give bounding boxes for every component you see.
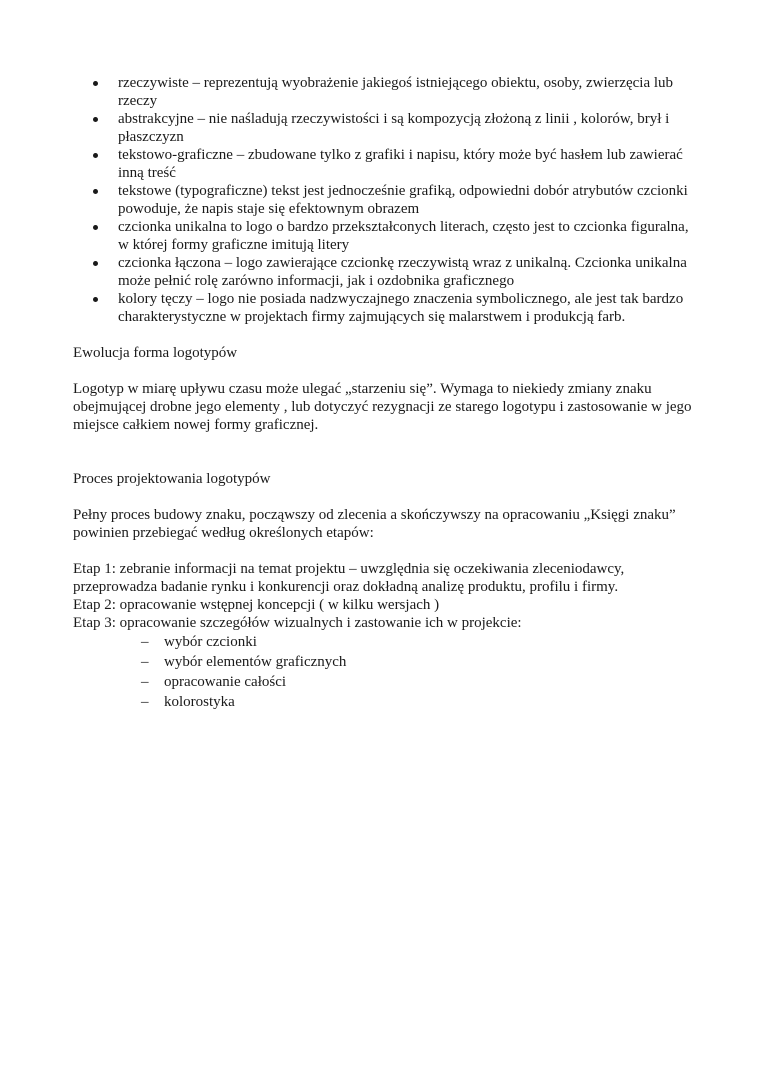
dash-bullet-icon: – bbox=[141, 654, 149, 670]
list-item-text: wybór czcionki bbox=[164, 634, 257, 650]
bullet-icon bbox=[93, 297, 98, 302]
list-item-text: rzeczywiste – reprezentują wyobrażenie jakiegoś istniejącego obiektu, osoby, zwierzęcia lub rzeczy bbox=[118, 75, 674, 109]
list-item bbox=[73, 146, 693, 182]
list-item-text: kolory tęczy – logo nie posiada nadzwyczajnego znaczenia symbolicznego, ale jest tak bardzo charakterystyczne w projektach firmy zajmujących się malarstwem i produkcją farb. bbox=[118, 291, 684, 325]
dash-bullet-icon: – bbox=[141, 674, 149, 690]
list-item bbox=[73, 632, 693, 652]
list-item bbox=[73, 110, 693, 146]
logo-types-list bbox=[73, 74, 693, 326]
bullet-icon bbox=[93, 225, 98, 230]
bullet-icon bbox=[93, 81, 98, 86]
list-item bbox=[73, 74, 693, 110]
evolution-paragraph: Logotyp w miarę upływu czasu może ulegać „starzeniu się”. Wymaga to niekiedy zmiany znaku obejmującej drobne jego elementy , lub dotyczyć rezygnacji ze starego logotypu i zastosowanie w jego miejsce całkiem nowej formy graficznej. bbox=[73, 381, 692, 433]
bullet-icon bbox=[93, 261, 98, 266]
bullet-icon bbox=[93, 117, 98, 122]
dash-bullet-icon: – bbox=[141, 694, 149, 710]
list-item-text: kolorostyka bbox=[164, 694, 235, 710]
list-item bbox=[73, 290, 693, 326]
section-heading-design-process: Proces projektowania logotypów bbox=[73, 471, 271, 487]
section-heading-evolution: Ewolucja forma logotypów bbox=[73, 345, 238, 361]
list-item bbox=[73, 254, 693, 290]
bullet-icon bbox=[93, 189, 98, 194]
list-item bbox=[73, 672, 693, 692]
list-item-text: tekstowo-graficzne – zbudowane tylko z grafiki i napisu, który może być hasłem lub zawierać inną treść bbox=[118, 147, 683, 181]
list-item-text: tekstowe (typograficzne) tekst jest jednocześnie grafiką, odpowiedni dobór atrybutów czcionki powoduje, że napis staje się efektownym obrazem bbox=[118, 183, 688, 217]
list-item-text: czcionka unikalna to logo o bardzo przekształconych literach, często jest to czcionka figuralna, w której formy graficzne imitują litery bbox=[118, 219, 689, 253]
list-item bbox=[73, 182, 693, 218]
list-item bbox=[73, 218, 693, 254]
stage-3-substeps-list bbox=[73, 632, 693, 712]
stage-2-text: Etap 2: opracowanie wstępnej koncepcji ( w kilku wersjach ) bbox=[73, 597, 440, 613]
bullet-icon bbox=[93, 153, 98, 158]
list-item bbox=[73, 692, 693, 712]
stage-3-text: Etap 3: opracowanie szczegółów wizualnych i zastowanie ich w projekcie: bbox=[73, 615, 522, 631]
list-item-text: opracowanie całości bbox=[164, 674, 287, 690]
document-page bbox=[73, 74, 693, 712]
list-item-text: wybór elementów graficznych bbox=[164, 654, 347, 670]
dash-bullet-icon: – bbox=[141, 634, 149, 650]
list-item-text: czcionka łączona – logo zawierające czcionkę rzeczywistą wraz z unikalną. Czcionka unikalna może pełnić rolę zarówno informacji, jak i ozdobnika graficznego bbox=[118, 255, 687, 289]
stage-1-text: Etap 1: zebranie informacji na temat projektu – uwzględnia się oczekiwania zleceniodawcy, przeprowadza badanie rynku i konkurencji oraz dokładną analizę produktu, profilu i firmy. bbox=[73, 561, 625, 595]
list-item-text: abstrakcyjne – nie naśladują rzeczywistości i są kompozycją złożoną z linii , kolorów, brył i płaszczyzn bbox=[118, 111, 670, 145]
design-process-intro: Pełny proces budowy znaku, począwszy od zlecenia a skończywszy na opracowaniu „Księgi znaku” powinien przebiegać według określonych etapów: bbox=[73, 507, 676, 541]
list-item bbox=[73, 652, 693, 672]
